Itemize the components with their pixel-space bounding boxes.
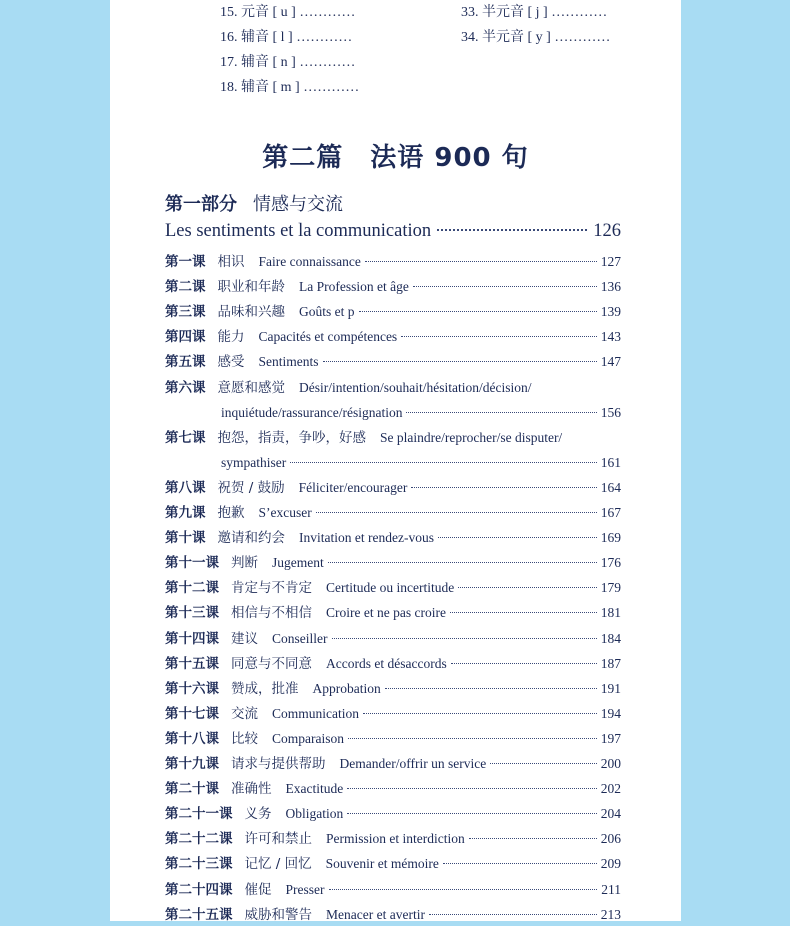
dot-leader	[406, 412, 596, 413]
lesson-french-title: Permission et interdiction	[326, 831, 465, 847]
dot-leader	[469, 838, 597, 839]
lesson-number: 第二十一课	[165, 806, 233, 823]
lesson-entry[interactable]	[165, 577, 621, 599]
toc-entry-top: 33. 半元音 [ j ] …………	[461, 5, 608, 20]
lesson-entry[interactable]	[165, 853, 621, 875]
lesson-entry[interactable]	[165, 879, 621, 901]
lesson-chinese-title: 意愿和感觉	[217, 379, 285, 396]
section-french-title: Les sentiments et la communication	[165, 221, 432, 241]
page-number: 184	[600, 630, 621, 646]
lesson-chinese-title: 职业和年龄	[217, 279, 285, 296]
dot-leader	[316, 512, 597, 513]
lesson-entry[interactable]	[165, 728, 621, 750]
lesson-entry[interactable]	[165, 703, 621, 725]
lesson-number: 第二十四课	[165, 881, 233, 898]
lesson-chinese-title: 祝贺 / 鼓励	[217, 479, 285, 496]
page-number: 147	[600, 354, 621, 370]
lesson-french-title: Goûts et p	[299, 304, 355, 320]
section-entry[interactable]	[165, 219, 621, 243]
part-title: 第二篇 法语 900 句	[262, 143, 529, 173]
lesson-french-title: Croire et ne pas croire	[326, 605, 446, 621]
lesson-chinese-title: 许可和禁止	[244, 831, 312, 848]
lesson-entry[interactable]	[165, 653, 621, 675]
lesson-chinese-title: 记忆 / 回忆	[244, 856, 312, 873]
lesson-number: 第二十五课	[165, 906, 233, 923]
dot-leader	[328, 562, 597, 563]
lesson-number: 第十四课	[165, 630, 219, 647]
lesson-entry[interactable]	[165, 803, 621, 825]
section-number: 第一部分	[165, 194, 237, 215]
lesson-number: 第六课	[165, 379, 206, 396]
lesson-number: 第十一课	[165, 555, 219, 572]
lesson-chinese-title: 抱歉	[217, 505, 245, 521]
dot-leader	[329, 889, 598, 890]
page-number: 167	[600, 505, 621, 520]
page-number: 204	[600, 806, 621, 822]
lesson-french-title: Conseiller	[272, 630, 328, 646]
dot-leader	[490, 763, 597, 764]
lesson-french-title: Demander/offrir un service	[339, 756, 487, 771]
lesson-entry[interactable]	[165, 904, 621, 926]
dot-leader	[323, 361, 597, 362]
page-number: 143	[600, 329, 621, 345]
lesson-french-title: Faire connaissance	[258, 254, 361, 269]
page-number: 164	[600, 479, 621, 495]
toc-entry-top: 16. 辅音 [ l ] …………	[220, 30, 353, 45]
lesson-french-title: Jugement	[272, 555, 324, 571]
lesson-chinese-title: 义务	[244, 806, 272, 823]
page-number: 197	[600, 730, 621, 746]
lesson-entry[interactable]	[165, 351, 621, 373]
page-number: 206	[600, 831, 621, 847]
page-number: 213	[600, 906, 621, 922]
lesson-number: 第八课	[165, 479, 206, 496]
lesson-entry[interactable]	[165, 301, 621, 323]
dot-leader	[401, 336, 597, 337]
lesson-number: 第十二课	[165, 580, 219, 597]
page-number: 126	[593, 221, 621, 241]
lesson-chinese-title: 能力	[217, 329, 245, 346]
lesson-chinese-title: 判断	[231, 555, 258, 572]
lesson-entry[interactable]	[165, 276, 621, 298]
page-number: 187	[600, 655, 621, 671]
dot-leader	[443, 863, 597, 864]
lesson-number: 第五课	[165, 354, 206, 371]
lesson-entry[interactable]	[165, 602, 621, 624]
lesson-number: 第十九课	[165, 756, 219, 772]
page-number: 211	[601, 881, 621, 897]
dot-leader	[332, 638, 597, 639]
dot-leader	[347, 813, 597, 814]
lesson-french-title: Obligation	[285, 806, 344, 822]
lesson-french-title: S’excuser	[258, 505, 312, 520]
lesson-french-title: Invitation et rendez-vous	[299, 530, 434, 546]
lesson-chinese-title: 肯定与不肯定	[231, 580, 312, 597]
lesson-entry-continued[interactable]	[221, 452, 621, 474]
lesson-french-title: Menacer et avertir	[326, 906, 425, 922]
page-number: 176	[600, 555, 621, 571]
toc-entry-top: 34. 半元音 [ y ] …………	[461, 30, 611, 45]
lesson-entry-continued[interactable]	[221, 402, 621, 424]
lesson-chinese-title: 建议	[231, 630, 258, 647]
dot-leader	[411, 487, 596, 488]
lesson-chinese-title: 抱怨，指责，争吵，好感	[217, 429, 366, 446]
lesson-french-title: Souvenir et mémoire	[325, 856, 439, 872]
lesson-number: 第十课	[165, 530, 206, 547]
lesson-french-title: Approbation	[312, 680, 381, 696]
page-number: 181	[600, 605, 621, 621]
lesson-chinese-title: 相识	[217, 254, 245, 270]
lesson-french-title: Comparaison	[272, 730, 344, 746]
lesson-chinese-title: 相信与不相信	[231, 605, 312, 622]
lesson-chinese-title: 赞成，批准	[231, 680, 299, 697]
lesson-entry[interactable]	[165, 502, 621, 524]
lesson-entry[interactable]	[165, 678, 621, 700]
dot-leader	[290, 462, 597, 463]
dot-leader	[385, 688, 597, 689]
toc-page	[110, 0, 681, 921]
section-heading	[165, 190, 343, 216]
lesson-entry[interactable]	[165, 377, 621, 399]
lesson-french-title-cont: sympathiser	[221, 454, 287, 470]
lesson-chinese-title: 准确性	[231, 781, 272, 798]
page-number: 202	[600, 781, 621, 797]
lesson-entry[interactable]	[165, 477, 621, 499]
lesson-entry[interactable]	[165, 527, 621, 549]
lesson-chinese-title: 催促	[244, 881, 272, 898]
lesson-entry[interactable]	[165, 427, 621, 449]
lesson-french-title: Certitude ou incertitude	[326, 580, 455, 596]
lesson-entry[interactable]	[165, 326, 621, 348]
dot-leader	[365, 261, 597, 262]
page-number: 139	[600, 304, 621, 320]
lesson-french-title: Accords et désaccords	[326, 655, 447, 671]
lesson-chinese-title: 邀请和约会	[217, 530, 285, 547]
lesson-french-title: Presser	[285, 881, 325, 897]
lesson-number: 第二十课	[165, 781, 219, 798]
lesson-number: 第十八课	[165, 730, 219, 747]
lesson-number: 第三课	[165, 304, 206, 321]
lesson-number: 第二十二课	[165, 831, 233, 848]
lesson-number: 第四课	[165, 329, 206, 346]
lesson-french-title: Capacités et compétences	[258, 329, 398, 345]
lesson-chinese-title: 请求与提供帮助	[231, 756, 326, 772]
page-number: 194	[600, 705, 621, 721]
toc-entry-top: 18. 辅音 [ m ] …………	[220, 80, 360, 95]
lesson-french-title: Se plaindre/reprocher/se disputer/	[380, 429, 563, 445]
lesson-number: 第二课	[165, 279, 206, 296]
dot-leader	[458, 587, 597, 588]
lesson-number: 第十三课	[165, 605, 219, 622]
lesson-french-title: Désir/intention/souhait/hésitation/décision/	[299, 379, 532, 395]
lesson-entry[interactable]	[165, 628, 621, 650]
lesson-chinese-title: 感受	[217, 354, 245, 371]
page-number: 169	[600, 530, 621, 546]
section-title: 情感与交流	[253, 194, 343, 215]
lesson-chinese-title: 同意与不同意	[231, 655, 312, 672]
lesson-french-title: Féliciter/encourager	[298, 479, 408, 495]
lesson-chinese-title: 比较	[231, 730, 258, 747]
dot-leader	[413, 286, 597, 287]
lesson-number: 第七课	[165, 429, 206, 446]
lesson-entry[interactable]	[165, 828, 621, 850]
lesson-number: 第十六课	[165, 680, 219, 697]
dot-leader	[451, 663, 597, 664]
dot-leader	[363, 713, 597, 714]
lesson-entry[interactable]	[165, 251, 621, 273]
lesson-entry[interactable]	[165, 753, 621, 775]
lesson-number: 第十五课	[165, 655, 219, 672]
lesson-french-title-cont: inquiétude/rassurance/résignation	[221, 404, 403, 420]
page-number: 209	[600, 856, 621, 872]
page-number: 156	[600, 404, 621, 420]
lesson-number: 第十七课	[165, 705, 219, 722]
dot-leader	[450, 612, 597, 613]
dot-leader	[348, 738, 597, 739]
lesson-french-title: Sentiments	[258, 354, 319, 370]
page-number: 191	[600, 680, 621, 696]
dot-leader	[438, 537, 597, 538]
page-number: 136	[600, 279, 621, 295]
lesson-chinese-title: 威胁和警告	[244, 906, 312, 923]
dot-leader	[359, 311, 597, 312]
page-number: 127	[600, 254, 621, 269]
lesson-number: 第二十三课	[165, 856, 233, 873]
lesson-french-title: La Profession et âge	[299, 279, 409, 295]
lesson-chinese-title: 交流	[231, 705, 258, 722]
lesson-number: 第九课	[165, 505, 206, 521]
dot-leader	[429, 914, 597, 915]
lesson-entry[interactable]	[165, 778, 621, 800]
dot-leader	[437, 229, 587, 231]
lesson-french-title: Exactitude	[285, 781, 344, 797]
toc-entry-top: 17. 辅音 [ n ] …………	[220, 55, 356, 70]
lesson-number: 第一课	[165, 254, 206, 270]
toc-entry-top: 15. 元音 [ u ] …………	[220, 5, 356, 20]
lesson-chinese-title: 品味和兴趣	[217, 304, 285, 321]
lesson-french-title: Communication	[272, 705, 359, 721]
page-number: 161	[600, 454, 621, 470]
lesson-entry[interactable]	[165, 552, 621, 574]
page-number: 200	[600, 756, 621, 771]
page-number: 179	[600, 580, 621, 596]
dot-leader	[347, 788, 597, 789]
